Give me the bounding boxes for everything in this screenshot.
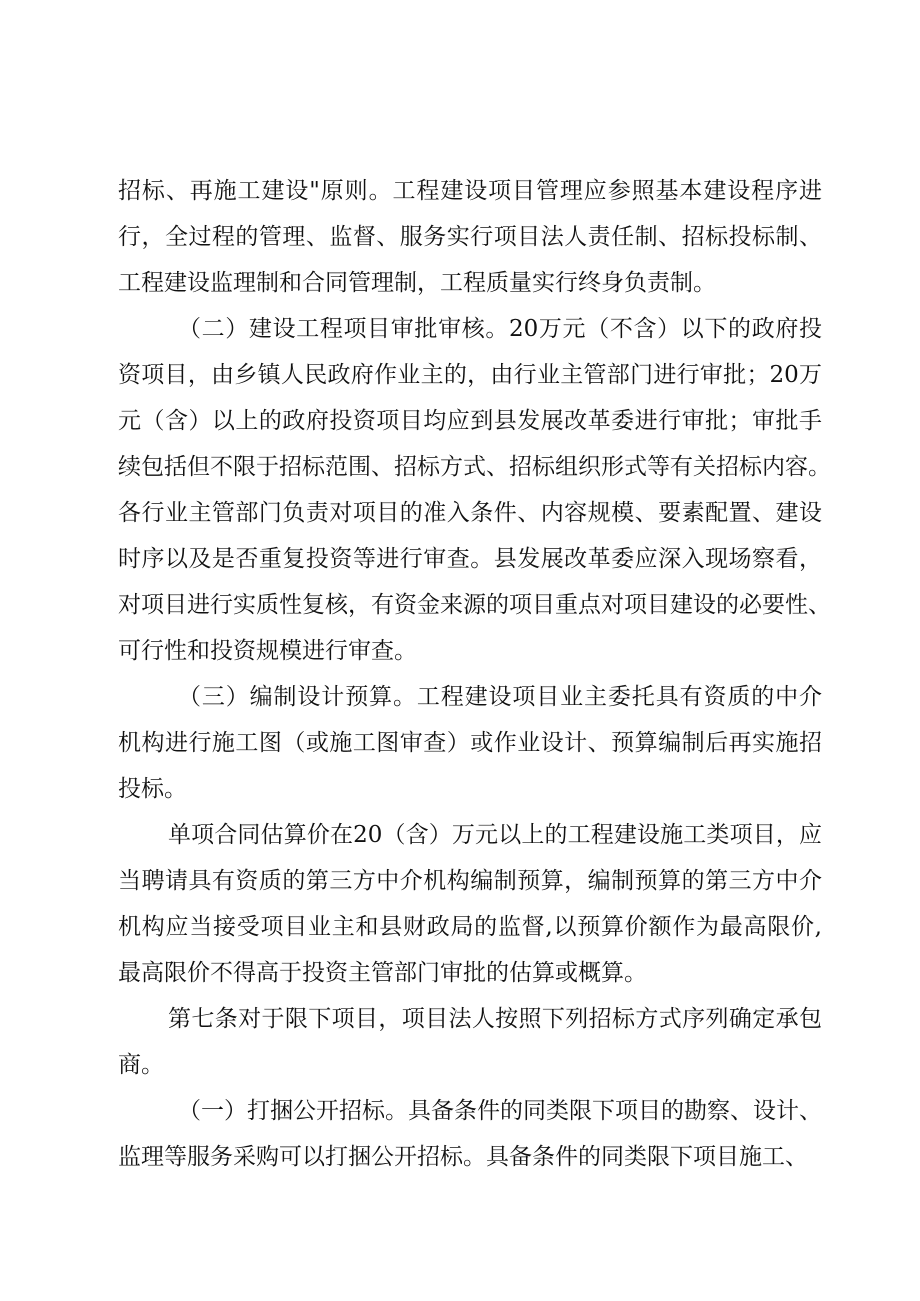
text-line: 对项目进行实质性复核，有资金来源的项目重点对项目建设的必要性、 [118,592,831,618]
text-line: 工程建设监理制和合同管理制，工程质量实行终身负责制。 [118,270,716,296]
text-line: （三）编制设计预算。工程建设项目业主委托具有资质的中介 [178,684,822,710]
text-line: 商。 [118,1052,164,1078]
text-line: 监理等服务采购可以打捆公开招标。具备条件的同类限下项目施工、 [118,1144,808,1170]
text-line: 第七条对于限下项目，项目法人按照下列招标方式序列确定承包 [168,1006,822,1032]
text-line: 当聘请具有资质的第三方中介机构编制预算，编制预算的第三方中介 [118,868,822,894]
text-line: 时序以及是否重复投资等进行审查。县发展改革委应深入现场察看， [118,546,822,572]
text-line: 可行性和投资规模进行审查。 [118,638,417,664]
text-line: 行，全过程的管理、监督、服务实行项目法人责任制、招标投标制、 [118,224,822,250]
text-line: 续包括但不限于招标范围、招标方式、招标组织形式等有关招标内容。 [118,454,831,480]
paragraph-p2 [118,306,831,674]
text-line: 机构进行施工图（或施工图审查）或作业设计、预算编制后再实施招 [118,730,822,756]
text-line: 元（含）以上的政府投资项目均应到县发展改革委进行审批；审批手 [118,408,822,434]
paragraph-p5 [118,996,822,1088]
text-line: 最高限价不得高于投资主管部门审批的估算或概算。 [118,960,647,986]
text-line: 投标。 [118,776,187,802]
document-body [118,168,831,1180]
text-line: 机构应当接受项目业主和县财政局的监督,以预算价额作为最高限价, [118,914,822,940]
text-line: 单项合同估算价在20（含）万元以上的工程建设施工类项目，应 [168,822,822,848]
text-line: （一）打捆公开招标。具备条件的同类限下项目的勘察、设计、 [178,1098,822,1124]
paragraph-p4 [118,812,822,996]
paragraph-p1 [118,168,822,306]
text-line: （二）建设工程项目审批审核。20万元（不含）以下的政府投 [178,316,822,342]
text-line: 资项目，由乡镇人民政府作业主的，由行业主管部门进行审批；20万 [118,362,822,388]
text-line: 各行业主管部门负责对项目的准入条件、内容规模、要素配置、建设 [118,500,822,526]
text-line: 招标、再施工建设"原则。工程建设项目管理应参照基本建设程序进 [118,178,822,204]
paragraph-p6 [118,1088,822,1180]
paragraph-p3 [118,674,822,812]
